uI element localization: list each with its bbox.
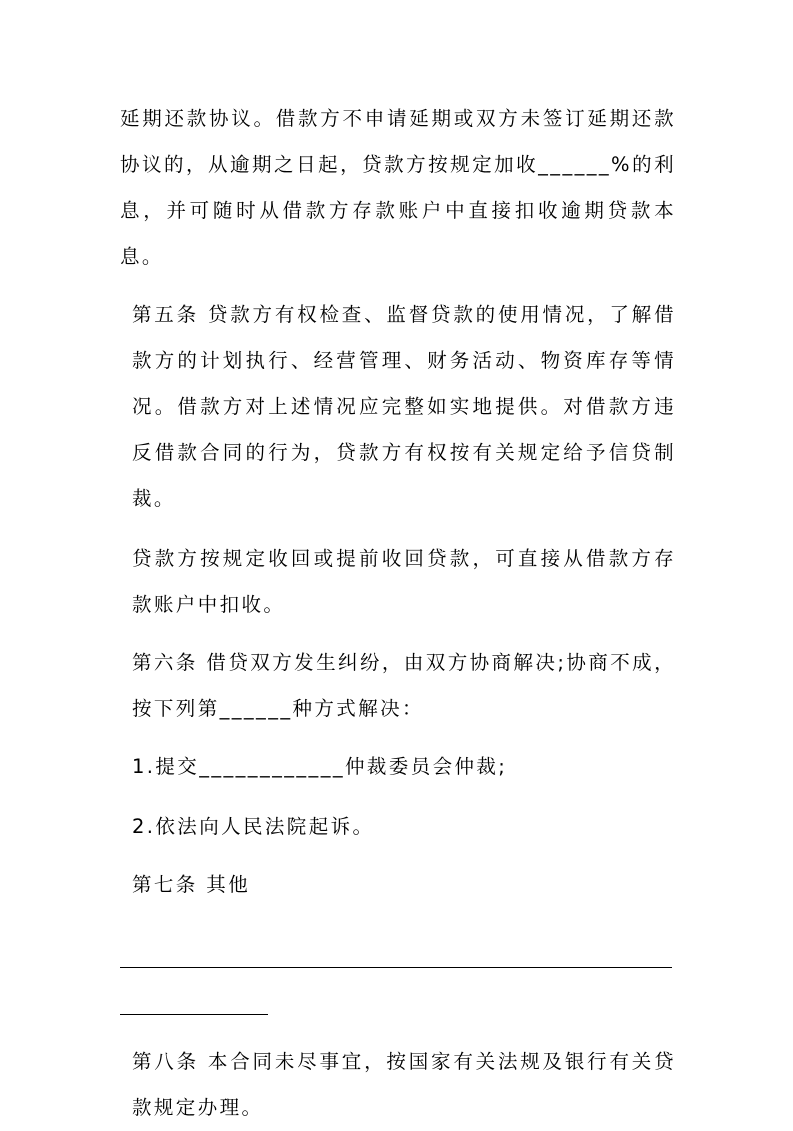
paragraph-arbitration-option: 1.提交____________仲裁委员会仲裁; bbox=[132, 755, 508, 778]
blank-line-short bbox=[120, 1013, 268, 1015]
other-terms-blank bbox=[120, 966, 676, 1015]
paragraph-court-option: 2.依法向人民法院起诉。 bbox=[132, 815, 375, 838]
paragraph-article-7: 第七条 其他 bbox=[132, 873, 251, 896]
blank-line-full bbox=[120, 966, 672, 968]
document-page bbox=[120, 96, 676, 1131]
paragraph-loan-recovery: 贷款方按规定收回或提前收回贷款，可直接从借款方存款账户中扣收。 bbox=[132, 547, 676, 616]
paragraph-article-6: 第六条 借贷双方发生纠纷，由双方协商解决;协商不成，按下列第______种方式解决： bbox=[132, 651, 676, 720]
paragraph-article-8: 第八条 本合同未尽事宜，按国家有关法规及银行有关贷款规定办理。 bbox=[132, 1050, 676, 1119]
paragraph-article-5: 第五条 贷款方有权检查、监督贷款的使用情况，了解借款方的计划执行、经营管理、财务活动、物资库存等情况。借款方对上述情况应完整如实地提供。对借款方违反借款合同的行为，贷款方有权按有关规定给予信贷制裁。 bbox=[132, 303, 676, 510]
paragraph-overdue-interest: 延期还款协议。借款方不申请延期或双方未签订延期还款协议的，从逾期之日起，贷款方按规定加收______%的利息，并可随时从借款方存款账户中直接扣收逾期贷款本息。 bbox=[120, 107, 676, 268]
